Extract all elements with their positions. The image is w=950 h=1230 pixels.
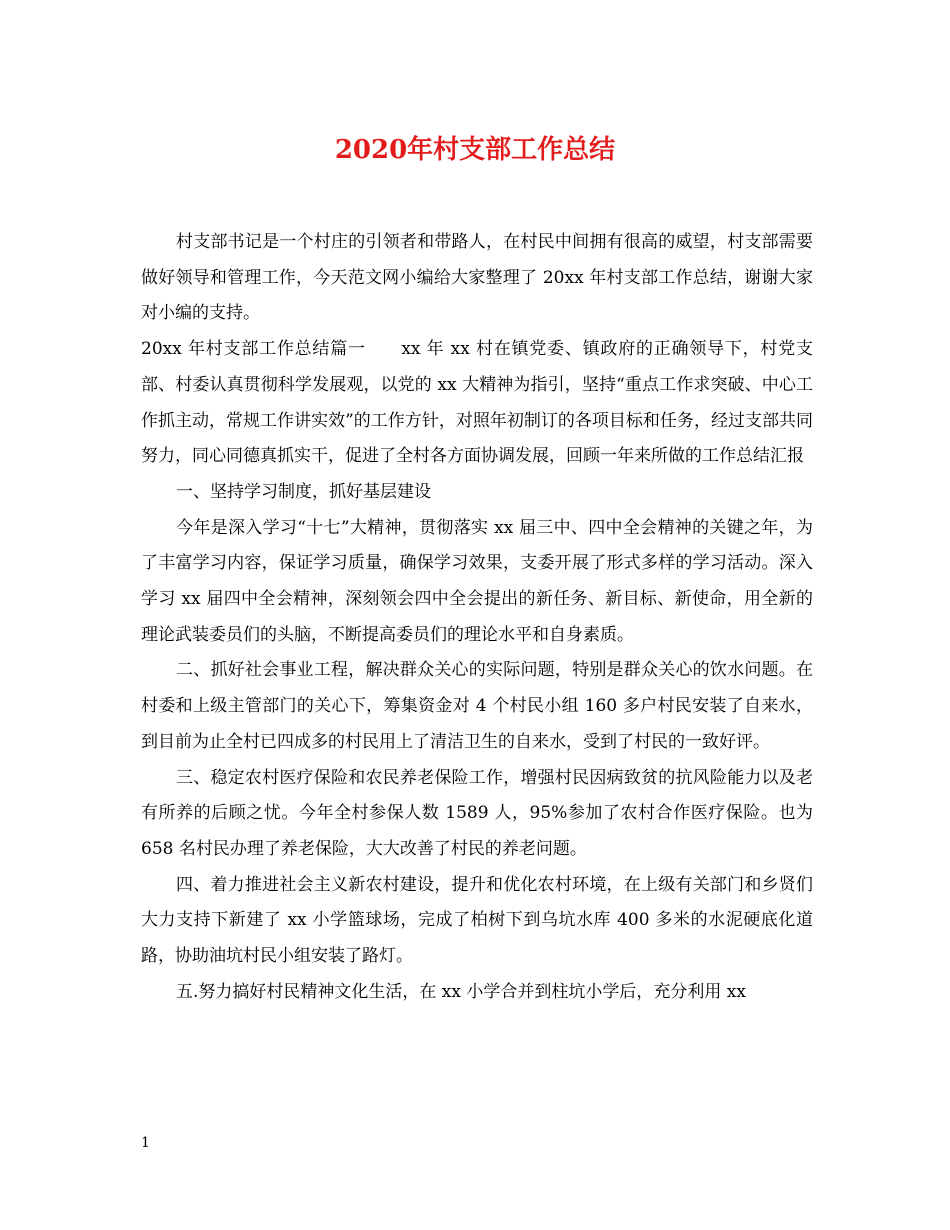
paragraph-section-2: 二、抓好社会事业工程，解决群众关心的实际问题，特别是群众关心的饮水问题。在村委和上级主管部门的关心下，筹集资金对 4 个村民小组 160 多户村民安装了自来水，到目前为止全村已四成多的村民用上了清洁卫生的自来水，受到了村民的一致好评。: [141, 660, 813, 752]
document-title: 2020年村支部工作总结: [334, 135, 616, 165]
paragraph-section-5: 五.努力搞好村民精神文化生活，在 xx 小学合并到柱坑小学后，充分利用 xx: [176, 981, 746, 1002]
section-heading-1: 一、坚持学习制度，抓好基层建设: [176, 481, 431, 502]
paragraph-part-one: 20xx 年村支部工作总结篇一 xx 年 xx 村在镇党委、镇政府的正确领导下，村党支部、村委认真贯彻科学发展观，以党的 xx 大精神为指引，坚持“重点工作求突破、中心工作抓主动，常规工作讲实效”的工作方针，对照年初制订的各项目标和任务，经过支部共同努力，同心同德真抓实干，促进了全村各方面协调发展，回顾一年来所做的工作总结汇报: [141, 339, 813, 467]
paragraph-section-1: 今年是深入学习“十七”大精神，贯彻落实 xx 届三中、四中全会精神的关键之年，为了丰富学习内容，保证学习质量，确保学习效果，支委开展了形式多样的学习活动。深入学习 xx 届四中全会精神，深刻领会四中全会提出的新任务、新目标、新使命，用全新的理论武装委员们的头脑，不断提高委员们的理论水平和自身素质。: [141, 517, 813, 645]
page-number: 1: [141, 1135, 150, 1151]
document-body: [141, 225, 813, 1010]
paragraph-section-3: 三、稳定农村医疗保险和农民养老保险工作，增强村民因病致贫的抗风险能力以及老有所养的后顾之忧。今年全村参保人数 1589 人，95%参加了农村合作医疗保险。也为 658 名村民办理了养老保险，大大改善了村民的养老问题。: [141, 767, 813, 859]
paragraph-section-4: 四、着力推进社会主义新农村建设，提升和优化农村环境，在上级有关部门和乡贤们大力支持下新建了 xx 小学篮球场，完成了柏树下到乌坑水库 400 多米的水泥硬底化道路，协助油坑村民小组安装了路灯。: [141, 874, 813, 967]
paragraph-intro: 村支部书记是一个村庄的引领者和带路人，在村民中间拥有很高的威望，村支部需要做好领导和管理工作，今天范文网小编给大家整理了 20xx 年村支部工作总结，谢谢大家对小编的支持。: [141, 232, 813, 324]
